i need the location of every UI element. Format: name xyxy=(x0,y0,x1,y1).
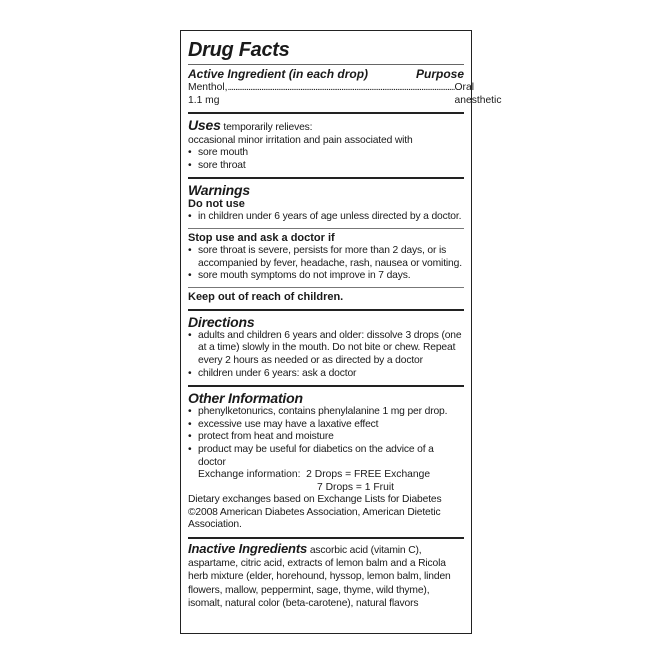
purpose-heading: Purpose xyxy=(415,67,464,81)
list-item: • sore mouth symptoms do not improve in 7 days. xyxy=(188,270,411,282)
exchange-line-1: Exchange information: 2 Drops = FREE Exchange xyxy=(198,469,431,481)
active-ingredient-section xyxy=(188,31,502,114)
list-item: • adults and children 6 years and older: dissolve 3 drops (one at a time) slowly in the mouth. Do not bite or chew. Repeat every 2 hours as needed or as directed by a doctor xyxy=(188,329,462,366)
warnings-heading: Warnings xyxy=(188,182,250,199)
list-item: • protect from heat and moisture xyxy=(188,431,334,443)
list-item: • excessive use may have a laxative effect xyxy=(188,418,379,430)
directions-heading: Directions xyxy=(188,313,255,330)
other-info-list xyxy=(188,406,464,469)
exchange-line-2: 7 Drops = 1 Fruit xyxy=(317,481,394,493)
do-not-use-list xyxy=(188,211,464,224)
uses-list xyxy=(188,147,464,172)
list-item: • sore mouth xyxy=(188,147,249,159)
footnote-1: Dietary exchanges based on Exchange Lists for Diabetes xyxy=(188,494,442,506)
active-ingredient-row xyxy=(188,81,502,107)
list-item: • product may be useful for diabetics on the advice of a doctor xyxy=(188,443,434,468)
list-item: • children under 6 years: ask a doctor xyxy=(188,367,357,379)
ingredient-purpose: Oral anesthetic xyxy=(454,82,502,106)
uses-line: occasional minor irritation and pain associated with xyxy=(188,134,413,146)
warnings-section xyxy=(188,179,464,310)
active-ingredient-header xyxy=(188,64,464,81)
leader-dots: .......................................................................................................................... xyxy=(227,82,455,93)
uses-section xyxy=(188,114,464,179)
footnote-2: ©2008 American Diabetes Association, American Dietetic Association. xyxy=(188,506,441,531)
stop-use-heading: Stop use and ask a doctor if xyxy=(188,231,335,244)
ingredient-name: Menthol, 1.1 mg xyxy=(188,82,228,106)
inactive-heading: Inactive Ingredients xyxy=(188,541,308,557)
keep-out-text: Keep out of reach of children. xyxy=(188,290,344,303)
list-item: • sore throat xyxy=(188,159,246,171)
drug-facts-panel xyxy=(180,30,502,634)
other-info-heading: Other Information xyxy=(188,390,303,407)
panel-title: Drug Facts xyxy=(188,39,290,61)
inactive-ingredients-section xyxy=(188,539,464,615)
uses-intro: temporarily relieves: xyxy=(223,122,313,133)
keep-out-block xyxy=(188,287,464,304)
other-info-section xyxy=(188,387,464,539)
list-item: • in children under 6 years of age unless directed by a doctor. xyxy=(188,211,462,223)
list-item: • sore throat is severe, persists for more than 2 days, or is accompanied by fever, headache, rash, nausea or vomiting. xyxy=(188,244,462,269)
stop-use-list xyxy=(188,245,464,283)
active-ingredient-heading: Active Ingredient (in each drop) xyxy=(188,67,369,81)
do-not-use-heading: Do not use xyxy=(188,198,245,211)
stop-use-block xyxy=(188,228,464,283)
list-item: • phenylketonurics, contains phenylalanine 1 mg per drop. xyxy=(188,406,448,418)
inactive-text: ascorbic acid (vitamin C), aspartame, citric acid, extracts of lemon balm and a Ricola herb mixture (elder, horehound, hyssop, lemon balm, linden flowers, mallow, peppermint, sage, thyme, wild thyme), isomalt, natural color (beta-carotene), natural flavors xyxy=(188,545,451,609)
uses-heading: Uses xyxy=(188,117,221,133)
directions-list xyxy=(188,330,464,380)
directions-section xyxy=(188,311,464,387)
